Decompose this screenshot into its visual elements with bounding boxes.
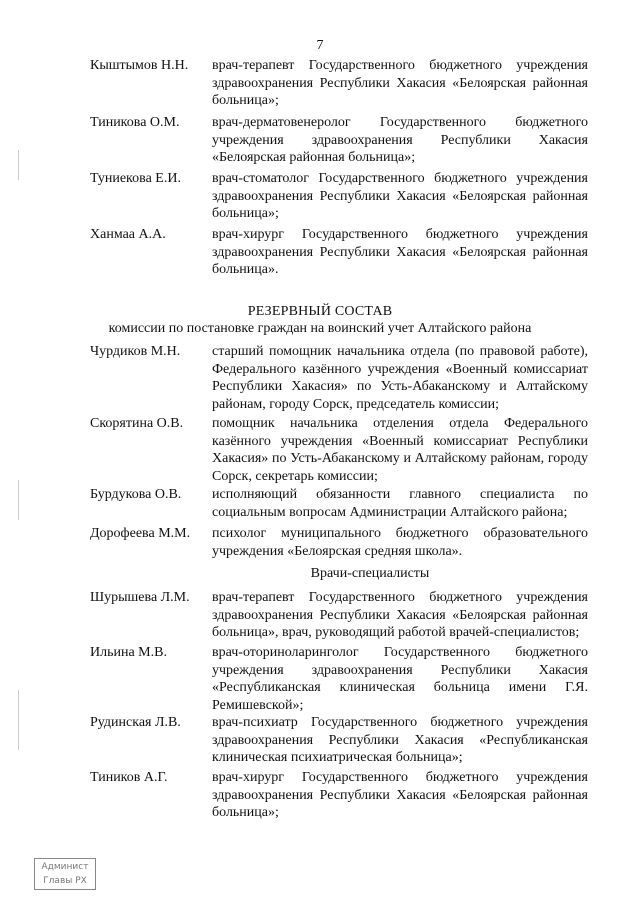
member-description: помощник начальника отделения отдела Федерального казённого учреждения «Военный комиссариат Республики Хакасия» по Усть-Абаканскому и Алтайскому районам, городу Сорск, секретарь комиссии; [212,416,588,484]
specialist-name: Шурышева Л.М. [90,590,190,605]
member-name: Туниекова Е.И. [90,171,181,186]
specialist-description: врач-оториноларинголог Государственного бюджетного учреждения здравоохранения Республики Хакасия «Республиканская клиническая больница имени Г.Я. Ремишевской»; [212,645,588,713]
stamp-line: Админист [41,862,89,872]
scan-edge-mark [18,690,19,750]
page-number: 7 [316,38,324,53]
section-subtitle: комиссии по постановке граждан на воинский учет Алтайского района [108,321,532,336]
specialist-description: врач-хирург Государственного бюджетного учреждения здравоохранения Республики Хакасия «Белоярская районная больница»; [212,770,588,820]
member-name: Дорофеева М.М. [90,526,191,541]
specialist-name: Ильина М.В. [90,645,167,660]
specialist-description: врач-психиатр Государственного бюджетного учреждения здравоохранения Республики Хакасия «Республиканская клиническая психиатрическая больница»; [212,715,588,765]
member-description: психолог муниципального бюджетного образовательного учреждения «Белоярская средняя школа». [212,526,588,559]
scan-edge-mark [18,150,19,180]
specialist-name: Рудинская Л.В. [90,715,181,730]
specialist-description: врач-терапевт Государственного бюджетного учреждения здравоохранения Республики Хакасия «Белоярская районная больница», врач, руководящий работой врачей-специалистов; [212,590,588,640]
scan-edge-mark [18,480,19,520]
registration-stamp [34,858,96,890]
member-name: Бурдукова О.В. [90,487,182,502]
member-name: Тиникова О.М. [90,115,180,130]
member-name: Чурдиков М.Н. [90,344,181,359]
specialists-heading: Врачи-специалисты [310,566,430,581]
member-name: Ханмаа А.А. [90,227,166,242]
stamp-line: Главы РХ [43,876,87,886]
member-name: Кыштымов Н.Н. [90,58,189,73]
member-description: исполняющий обязанности главного специалиста по социальным вопросам Администрации Алтайского района; [212,487,588,520]
section-title: РЕЗЕРВНЫЙ СОСТАВ [247,304,393,319]
member-description: старший помощник начальника отдела (по правовой работе), Федерального казённого учреждения «Военный комиссариат Республики Хакасия» по Усть-Абаканскому и Алтайскому районам, городу Сорск, председатель комиссии; [212,344,588,412]
member-description: врач-терапевт Государственного бюджетного учреждения здравоохранения Республики Хакасия «Белоярская районная больница»; [212,58,588,108]
member-description: врач-стоматолог Государственного бюджетного учреждения здравоохранения Республики Хакасия «Белоярская районная больница»; [212,171,588,221]
member-description: врач-дерматовенеролог Государственного бюджетного учреждения здравоохранения Республики Хакасия «Белоярская районная больница»; [212,115,588,165]
specialist-name: Тиников А.Г. [90,770,168,785]
member-description: врач-хирург Государственного бюджетного учреждения здравоохранения Республики Хакасия «Белоярская районная больница». [212,227,588,277]
member-name: Скорятина О.В. [90,416,184,431]
